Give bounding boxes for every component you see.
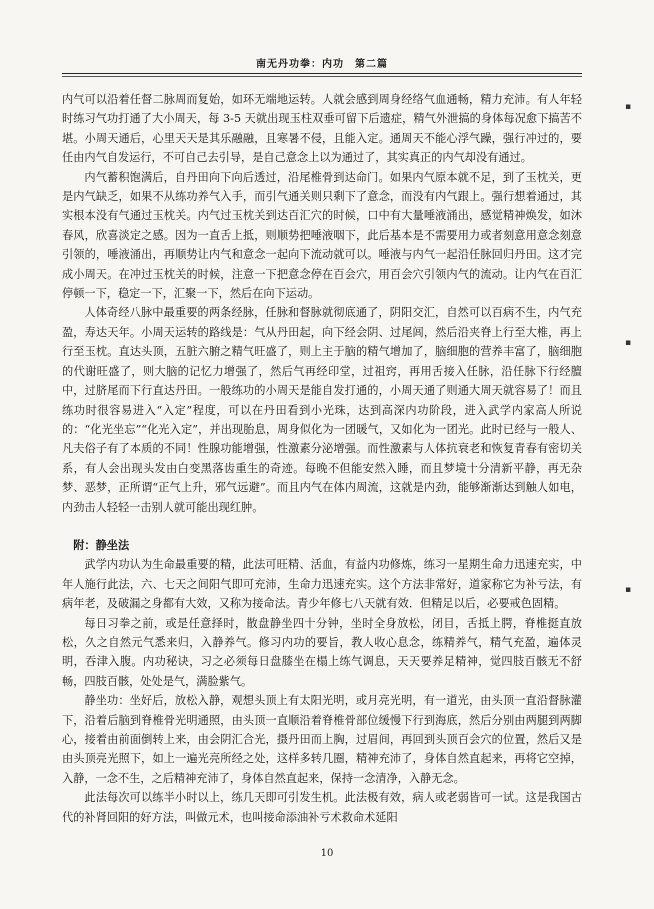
- section-paragraph: 此法每次可以练半小时以上，练几天即可引发生机。此法极有效，病人或老弱皆可一试。这是我国古代的补肾回阳的好方法，叫做元术，也叫接命添油补亏术救命术延阳: [62, 791, 582, 824]
- scan-mark: ▪: [625, 585, 632, 595]
- section-paragraph: 每日习拳之前，或是任意择时，散盘静坐四十分钟，坐时全身放松，闭目，舌抵上腭，脊椎挺直放松，久之自然元气悉来归，入静养气。修习内功的要旨，教人收心息念，练精养气，精气充盈，遍体灵明，吞津入腹。内功秘诀，习之必须每日盘膝坐在榻上练气调息，天天要养足精神，觉四肢百骸无不舒畅，四肢百骸，处处是气，满脸紫气。: [62, 616, 582, 688]
- section-paragraph: 武学内功认为生命最重要的精，此法可旺精、活血，有益内功修炼，练习一星期生命力迅速充实，中年人施行此法，六、七天之间阳气即可充沛，生命力迅速充实。这个方法非常好，道家称它为补亏法，有病年老，及破漏之身都有大效，又称为接命法。青少年修七八天就有效．但精足以后，必要戒色固精。: [62, 558, 582, 611]
- scan-mark: ▪: [625, 338, 632, 348]
- page-header: [62, 55, 582, 74]
- body-paragraph: 内气可以沿着任督二脉周而复始，如环无端地运转。人就会感到周身经络气血通畅，精力充沛。有人年轻时练习气功打通了大小周天，每 3-5 天就出现玉柱双垂可留下后遗症，精气外泄搞的身体每况愈下搞苦不堪。小周天通后，心里天天是其乐融融，且寒暑不侵，且能入定。通周天不能心浮气躁，强行冲过的，要任由内气自发运行，不可自己去引导，是自己意念上以为通过了，其实真正的内气却没有通过。: [62, 93, 582, 165]
- body-paragraph: 人体奇经八脉中最重要的两条经脉，任脉和督脉就彻底通了，阴阳交汇，自然可以百病不生，内气充盈，寿达天年。小周天运转的路线是：气从丹田起，向下经会阴、过尾闾，然后沿夹脊上行至大椎，再上行至玉枕。直达头顶，五脏六腑之精气旺盛了，则上主于脑的精气增加了，脑细胞的营养丰富了，脑细胞的代谢旺盛了，则大脑的记忆力增强了，然后气再经印堂，过祖窍，再用舌接入任脉，沿任脉下行经膻中，过脐尾而下行直达丹田。一般练功的小周天是能自发打通的，小周天通了则通大周天就容易了！而且练功时很容易进入“入定”程度，可以在丹田看到小光珠，达到高深内功阶段，进入武学内家高人所说的：“化光坐忘”“化光入定”，并出现胎息，周身似化为一团暖气，又如化为一团光。此时已经与一般人、凡夫俗子有了本质的不同！性腺功能增强，性激素分泌增强。而性激素与人体抗衰老和恢复青春有密切关系，有人会出现头发由白变黑落齿重生的奇迹。每晚不但能安然入睡，而且梦境十分清新平静，再无杂梦、恶梦，正所谓“正气上升，邪气远避”。而且内气在体内周流，这就是内劲，能够渐渐达到触人如电，内劲击人轻轻一击别人就可能出现红肿。: [62, 306, 582, 514]
- section-paragraph: 静坐功：坐好后，放松入静，观想头顶上有太阳光明，或月亮光明，有一道光，由头顶一直沿督脉灌下，沿着后脑到脊椎骨光明通照，由头顶一直顺沿着脊椎骨部位缓慢下行到海底，然后分别由两腿到两脚心，接着由前面倒转上来，由会阴汇合光，摄丹田而上胸，过眉间，再回到头顶百会穴的位置，然后又是由头顶亮光照下，如上一遍光亮所经之处，这样多转几圈，精神充沛了，身体自然直起来，再将它空掉，入静，一念不生，之后精神充沛了，身体自然直起来，保持一念清净，入静无念。: [62, 694, 582, 785]
- page-number: 10: [320, 848, 334, 859]
- page-header-title: 南无丹功拳：内功 第二篇: [256, 59, 388, 70]
- body-paragraph: 内气蓄积饱满后，自丹田向下向后透过，沿尾椎骨到达命门。如果内气原本就不足，到了玉枕关，更是内气缺乏，如果不从练功养气入手，而引气通关则只剩下了意念，而没有内气跟上。强行想着通过，其实根本没有气通过玉枕关。内气过玉枕关到达百汇穴的时候，口中有大量唾液涌出，感觉精神焕发，如沐春风，欣喜淡定之感。因为一直舌上抵，则顺势把唾液咽下，此后基本是不需要用力或者刻意用意念刻意引领的，唾液涌出，再顺势让内气和意念一起向下流动就可以。唾液与内气一起沿任脉回归丹田。这才完成小周天。在冲过玉枕关的时候，注意一下把意念停在百会穴，用百会穴引领内气的流动。让内气在百汇停顿一下，稳定一下，汇聚一下，然后在向下运动。: [62, 170, 582, 301]
- section-heading: 附：静坐法: [73, 537, 130, 552]
- scan-mark: ▪: [625, 102, 632, 112]
- page-content: [62, 90, 582, 827]
- header-rule: [62, 76, 582, 77]
